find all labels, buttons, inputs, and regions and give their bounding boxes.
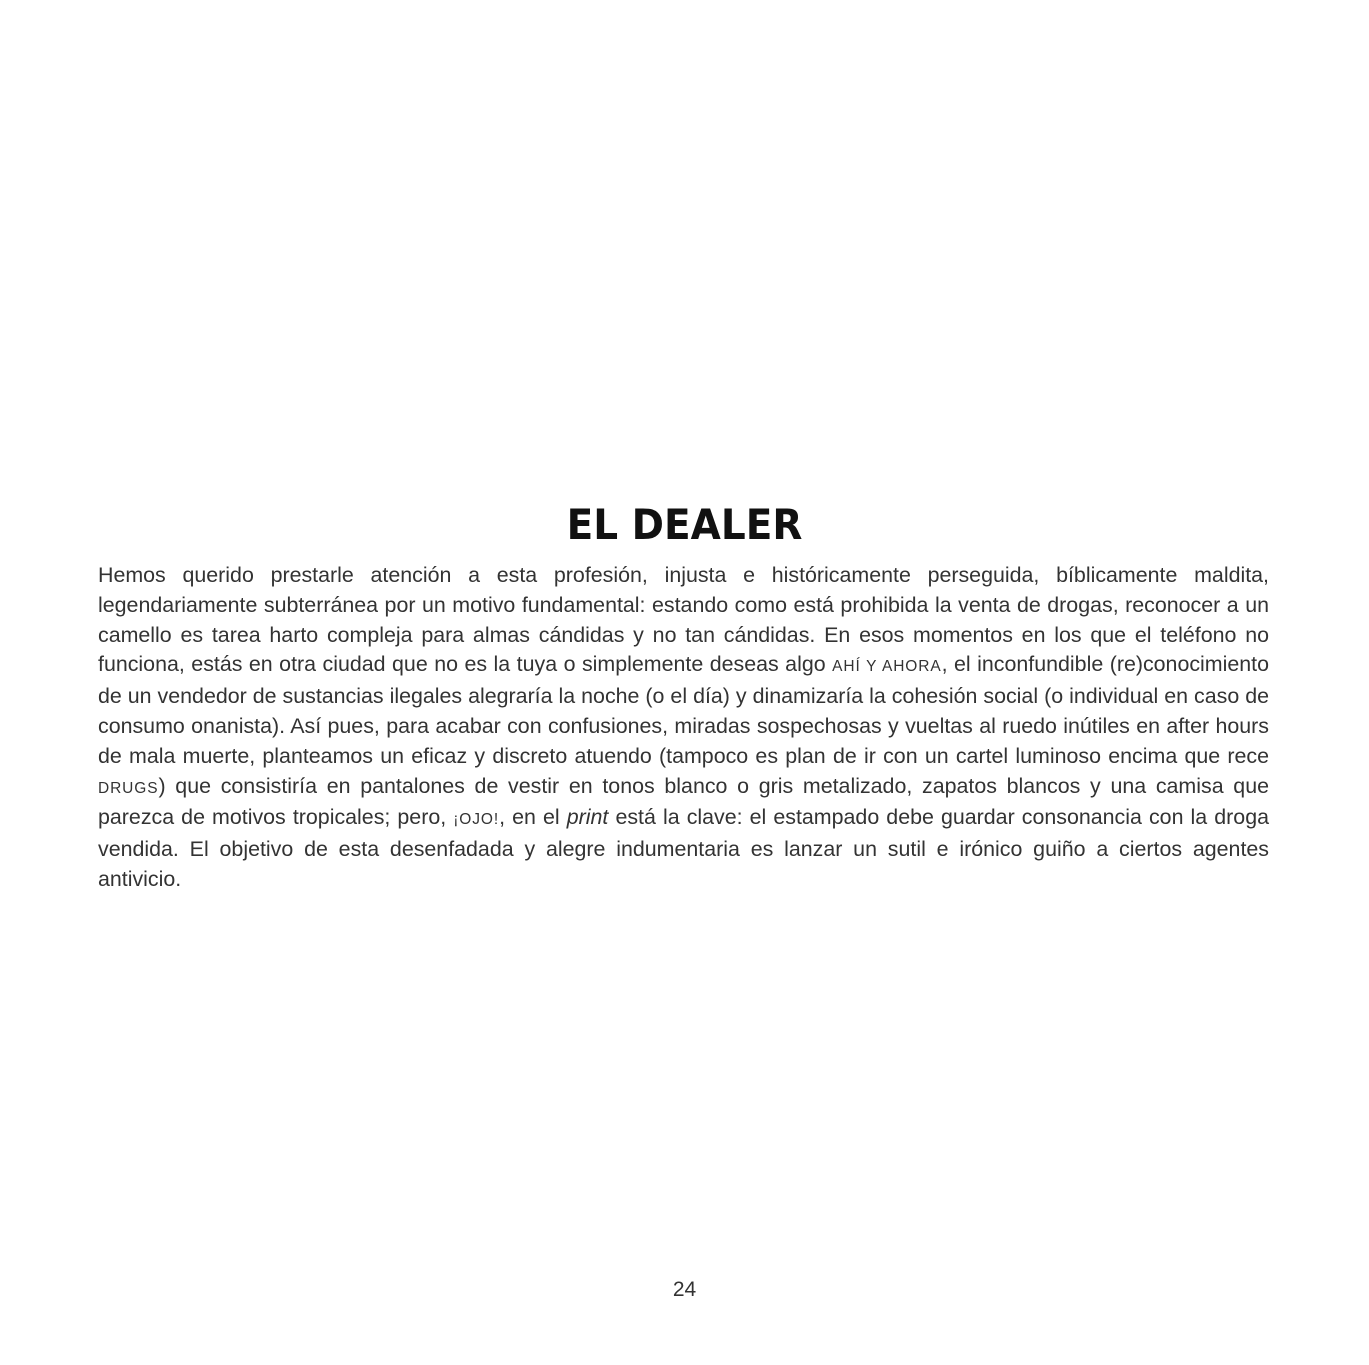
page-title: EL DEALER [566, 501, 803, 550]
paragraph-text-5: está la clave: el estampado debe guardar consonancia con la droga vendida. El objetivo de esta desenfadada y alegre indumentaria es lanzar un sutil e irónico guiño a ciertos agentes antivicio. [98, 805, 1269, 891]
page-number: 24 [672, 1278, 697, 1301]
small-caps-ojo: ¡OJO! [453, 811, 500, 829]
paragraph-text-3: ) que consistiría en pantalones de vestir en tonos blanco o gris metalizado, zapatos blancos y una camisa que parezca de motivos tropicales; pero, [98, 773, 1269, 830]
paragraph-text-4: , en el [499, 805, 567, 830]
paragraph-text-1: Hemos querido prestarle atención a esta profesión, injusta e históricamente perseguida, bíblicamente maldita, legendariamente subterránea por un motivo fundamental: estando como está prohibida la venta de drogas, reconocer a un camello es tarea harto compleja para almas cándidas y no tan cándidas. En esos momentos en los que el teléfono no funciona, estás en otra ciudad que no es la tuya o simplemente deseas algo [98, 563, 1269, 677]
small-caps-drugs: DRUGS [98, 779, 159, 797]
italic-print: print [566, 805, 609, 830]
body-paragraph [98, 561, 1269, 895]
small-caps-ahi-y-ahora: AHÍ Y AHORA [832, 658, 942, 676]
paragraph-text-2: , el inconfundible (re)conocimiento de un vendedor de sustancias ilegales alegraría la noche (o el día) y dinamizaría la cohesión social (o individual en caso de consumo onanista). Así pues, para acabar con confusiones, miradas sospechosas y vueltas al ruedo inútiles en after hours de mala muerte, planteamos un eficaz y discreto atuendo (tampoco es plan de ir con un cartel luminoso encima que rece [98, 652, 1269, 768]
